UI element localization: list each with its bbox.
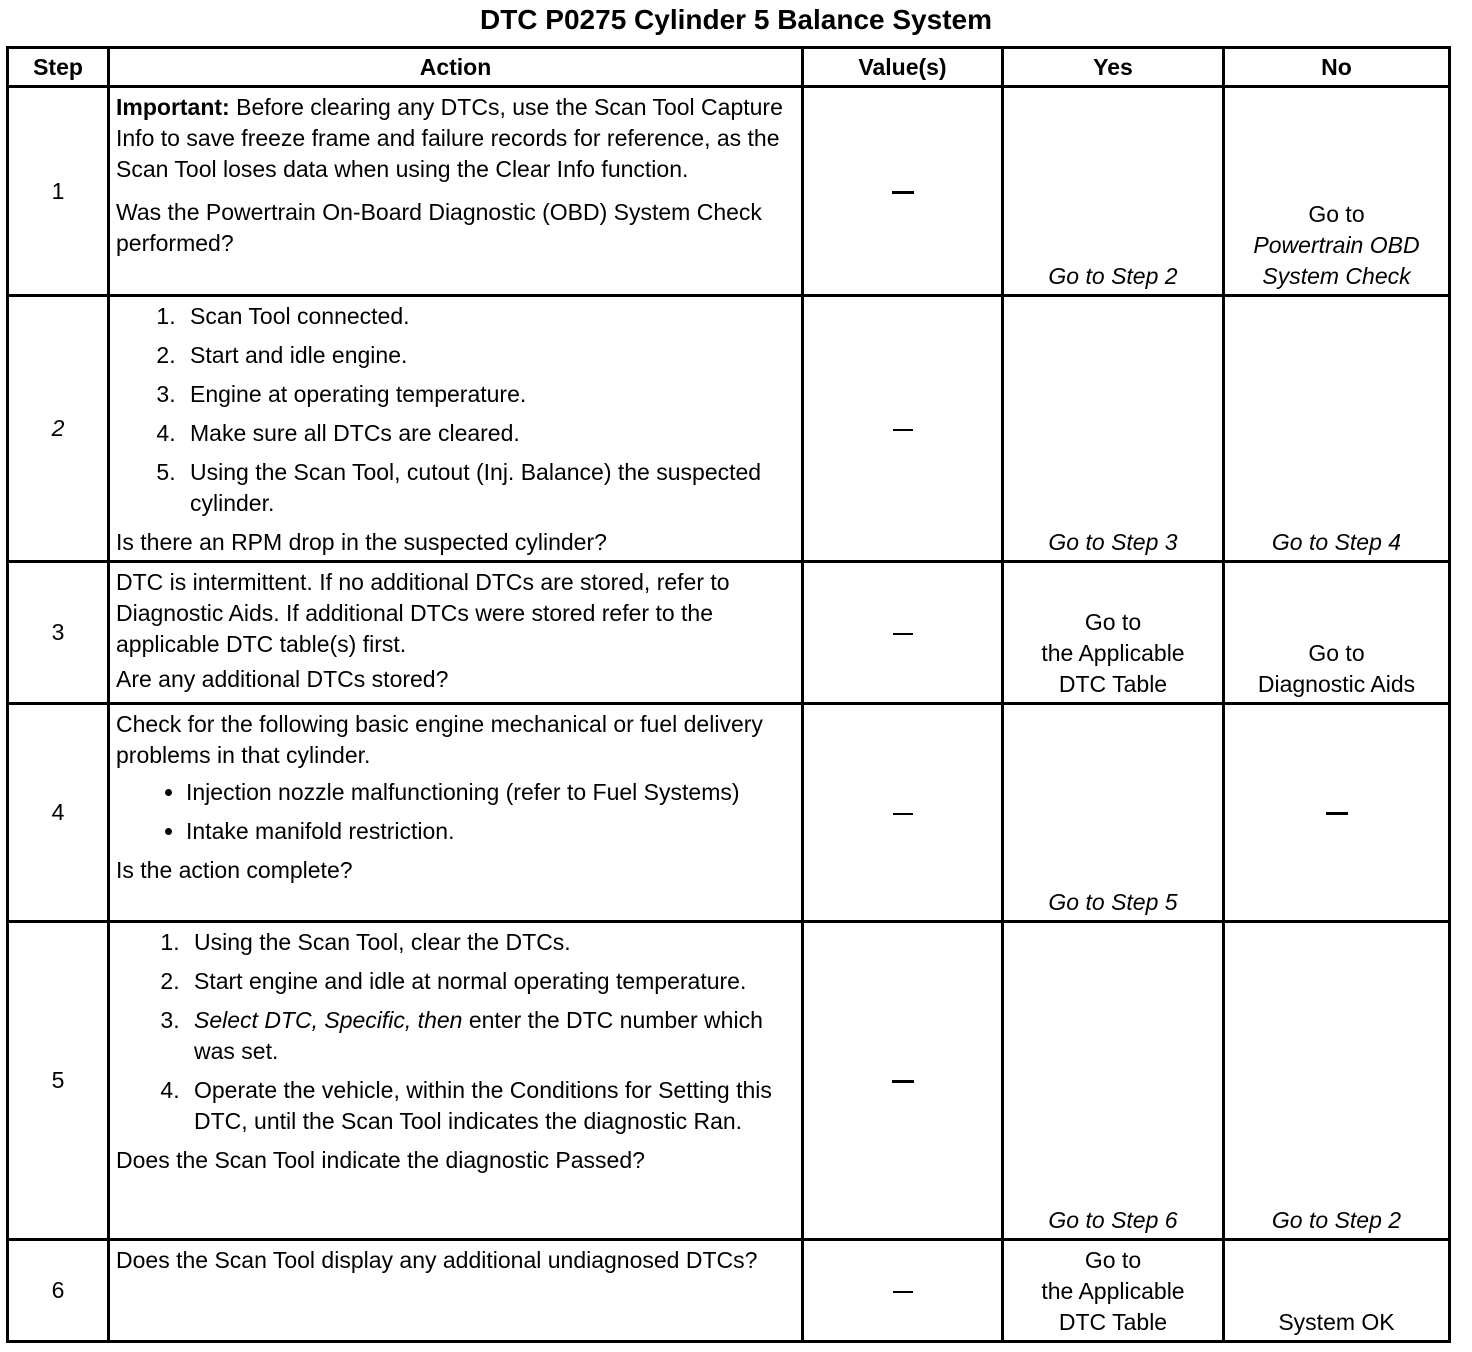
- table-row-step-6: [8, 1240, 1450, 1342]
- no-line-2: Diagnostic Aids: [1257, 671, 1416, 697]
- no-cell: System OK: [1224, 1240, 1450, 1342]
- no-line-1: Go to: [1308, 201, 1365, 227]
- yes-cell: Go to Step 3: [1003, 296, 1224, 562]
- action-cell: [109, 1240, 803, 1342]
- list-item: 1. Using the Scan Tool, clear the DTCs.: [186, 927, 795, 958]
- table-header-row: [8, 48, 1450, 87]
- yes-line-1: Go to: [1084, 609, 1142, 635]
- action-bullets-list: [116, 777, 795, 847]
- item-rest-part: enter the DTC number which was set.: [194, 1007, 763, 1064]
- action-text: Check for the following basic engine mechanical or fuel delivery problems in that cylinder.: [116, 711, 763, 768]
- value-cell: [803, 922, 1003, 1240]
- list-item: 3. Engine at operating temperature.: [182, 379, 795, 410]
- action-question: Is the action complete?: [116, 857, 353, 883]
- step-number: 1: [8, 87, 109, 296]
- action-question: Does the Scan Tool indicate the diagnostic Passed?: [116, 1147, 645, 1173]
- no-cell: Go to Step 4: [1224, 296, 1450, 562]
- value-dash: [892, 191, 914, 194]
- step-number: 4: [8, 704, 109, 922]
- table-row-step-3: [8, 562, 1450, 704]
- no-line-2: Powertrain OBD: [1253, 232, 1420, 258]
- list-item: 4. Make sure all DTCs are cleared.: [182, 418, 795, 449]
- header-no: No: [1224, 48, 1450, 87]
- list-item: 2. Start and idle engine.: [182, 340, 795, 371]
- item-italic-part: Select DTC, Specific, then: [194, 1007, 463, 1033]
- step-number: 3: [8, 562, 109, 704]
- no-cell: Go to Step 2: [1224, 922, 1450, 1240]
- list-item: • Injection nozzle malfunctioning (refer to Fuel Systems): [186, 777, 795, 808]
- important-label: Important:: [116, 94, 230, 120]
- action-steps-list: [116, 927, 795, 1137]
- no-cell: [1224, 87, 1450, 296]
- header-action: Action: [109, 48, 803, 87]
- no-cell: [1224, 704, 1450, 922]
- action-question: Are any additional DTCs stored?: [116, 666, 449, 692]
- yes-cell: Go to Step 5: [1003, 704, 1224, 922]
- list-item: 2. Start engine and idle at normal operating temperature.: [186, 966, 795, 997]
- value-cell: [803, 704, 1003, 922]
- yes-line-2: the Applicable: [1041, 640, 1185, 666]
- value-cell: [803, 87, 1003, 296]
- list-item: 4. Operate the vehicle, within the Conditions for Setting this DTC, until the Scan Tool indicates the diagnostic Ran.: [186, 1075, 795, 1137]
- no-line-1: Go to: [1308, 640, 1365, 666]
- yes-cell: Go to Step 6: [1003, 922, 1224, 1240]
- page-title: DTC P0275 Cylinder 5 Balance System: [479, 4, 992, 35]
- value-dash: [893, 813, 913, 815]
- action-steps-list: [116, 301, 795, 519]
- yes-cell: [1003, 562, 1224, 704]
- yes-line-3: DTC Table: [1058, 1309, 1168, 1335]
- action-cell: [109, 704, 803, 922]
- value-cell: [803, 562, 1003, 704]
- header-yes: Yes: [1003, 48, 1224, 87]
- yes-cell: [1003, 1240, 1224, 1342]
- important-note: [116, 92, 795, 185]
- action-text: Does the Scan Tool display any additional undiagnosed DTCs?: [116, 1247, 758, 1273]
- step-number: 5: [8, 922, 109, 1240]
- value-cell: [803, 296, 1003, 562]
- important-text: Before clearing any DTCs, use the Scan Tool Capture Info to save freeze frame and failure records for reference, as the Scan Tool loses data when using the Clear Info function.: [116, 94, 783, 182]
- action-cell: [109, 922, 803, 1240]
- yes-cell: Go to Step 2: [1003, 87, 1224, 296]
- step-number: 2: [8, 296, 109, 562]
- no-dash: [1326, 812, 1348, 815]
- list-item: 1. Scan Tool connected.: [182, 301, 795, 332]
- action-cell: [109, 87, 803, 296]
- list-item: [186, 1005, 795, 1067]
- no-line-3: System Check: [1262, 263, 1411, 289]
- header-step: Step: [8, 48, 109, 87]
- header-values: Value(s): [803, 48, 1003, 87]
- table-row-step-4: [8, 704, 1450, 922]
- list-item: • Intake manifold restriction.: [186, 816, 795, 847]
- value-dash: [893, 633, 913, 635]
- action-cell: [109, 562, 803, 704]
- value-dash: [893, 1291, 913, 1293]
- yes-line-1: Go to: [1084, 1247, 1142, 1273]
- yes-line-3: DTC Table: [1058, 671, 1168, 697]
- action-question: Was the Powertrain On-Board Diagnostic (OBD) System Check performed?: [116, 199, 762, 256]
- diagnostic-table: [6, 46, 1451, 1343]
- table-row-step-5: [8, 922, 1450, 1240]
- no-cell: [1224, 562, 1450, 704]
- action-cell: [109, 296, 803, 562]
- table-row-step-1: [8, 87, 1450, 296]
- action-question: Is there an RPM drop in the suspected cylinder?: [116, 529, 607, 555]
- action-text: DTC is intermittent. If no additional DTCs are stored, refer to Diagnostic Aids. If additional DTCs were stored refer to the applicable DTC table(s) first.: [116, 569, 730, 657]
- step-number: 6: [8, 1240, 109, 1342]
- list-item: 5. Using the Scan Tool, cutout (Inj. Balance) the suspected cylinder.: [182, 457, 795, 519]
- yes-line-2: the Applicable: [1041, 1278, 1185, 1304]
- value-dash: [892, 1080, 914, 1083]
- value-cell: [803, 1240, 1003, 1342]
- table-row-step-2: [8, 296, 1450, 562]
- value-dash: [893, 429, 913, 431]
